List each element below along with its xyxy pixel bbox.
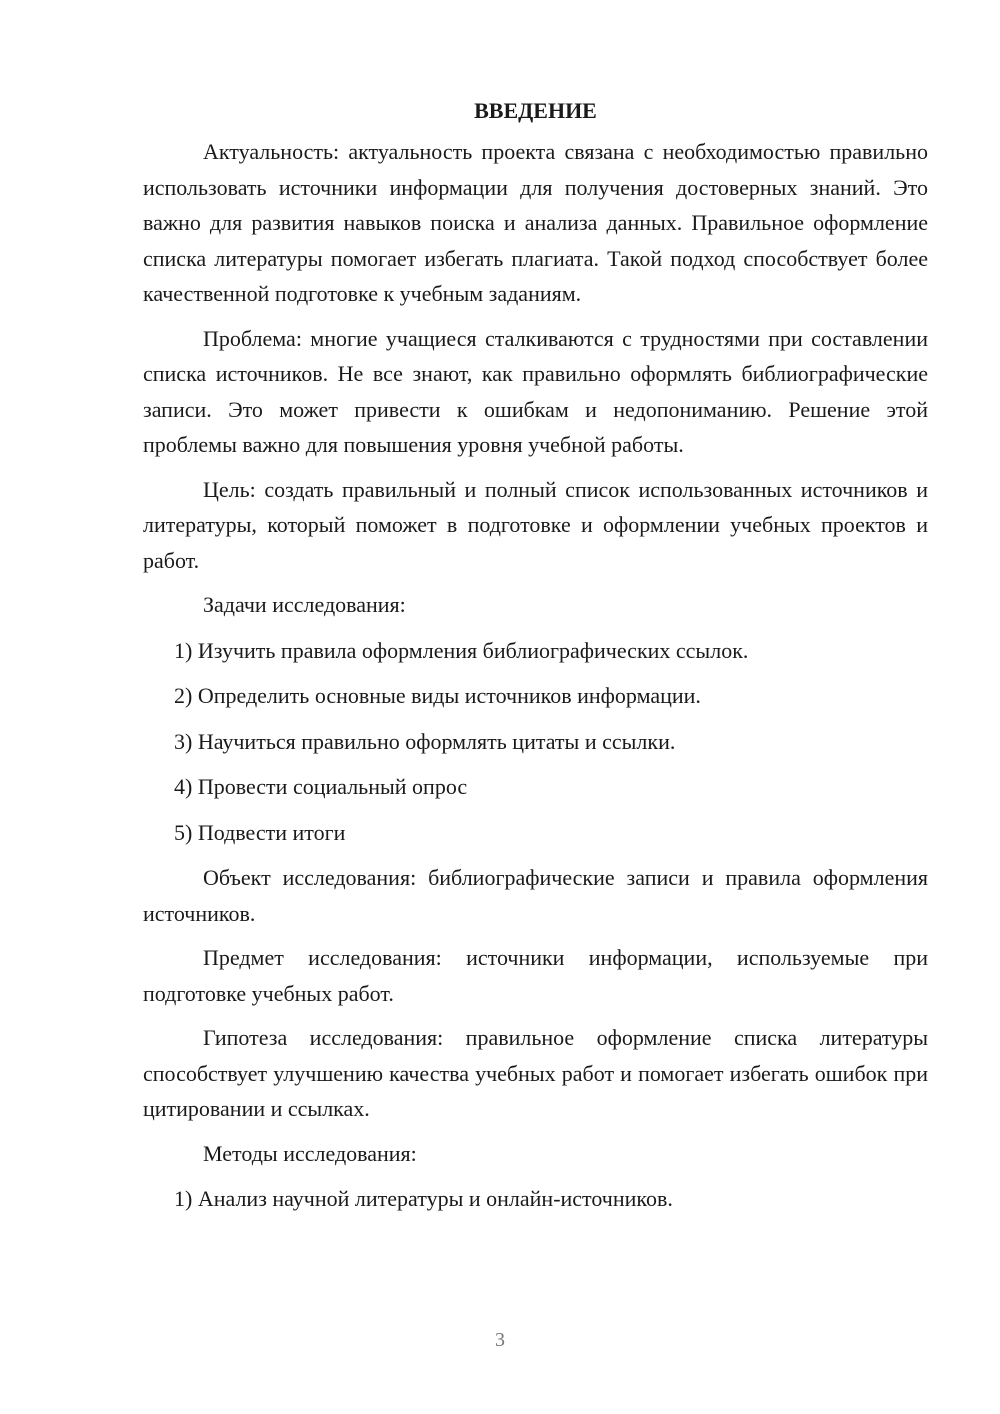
list-item: 3) Научиться правильно оформлять цитаты и ссылки. (174, 728, 676, 754)
list-item: 4) Провести социальный опрос (174, 774, 468, 799)
goal-paragraph: Цель: создать правильный и полный список использованных источников и литературы, который поможет в подготовке и оформлении учебных проектов и работ. (143, 476, 928, 573)
tasks-heading: Задачи исследования: (203, 592, 406, 617)
subject-paragraph: Предмет исследования: источники информации, используемые при подготовке учебных работ. (143, 945, 928, 1006)
relevance-paragraph: Актуальность: актуальность проекта связана с необходимостью правильно использовать источники информации для получения достоверных знаний. Это важно для развития навыков поиска и анализа данных. Правильное оформление списка литературы помогает избегать плагиата. Такой подход способствует более качественной подготовке к учебным заданиям. (143, 139, 928, 306)
tasks-list (143, 633, 928, 851)
object-paragraph: Объект исследования: библиографические записи и правила оформления источников. (143, 865, 928, 926)
list-item: 2) Определить основные виды источников информации. (174, 683, 701, 708)
list-item: 1) Анализ научной литературы и онлайн-источников. (174, 1186, 673, 1211)
methods-list (143, 1181, 928, 1217)
list-item: 1) Изучить правила оформления библиографических ссылок. (174, 637, 749, 663)
page-content (143, 96, 928, 1227)
page-number: 3 (495, 1329, 505, 1351)
section-title: ВВЕДЕНИЕ (474, 98, 597, 123)
list-item: 5) Подвести итоги (174, 819, 346, 845)
methods-heading: Методы исследования: (203, 1140, 417, 1166)
hypothesis-paragraph: Гипотеза исследования: правильное оформление списка литературы способствует улучшению качества учебных работ и помогает избегать ошибок при цитировании и ссылках. (143, 1025, 928, 1121)
problem-paragraph: Проблема: многие учащиеся сталкиваются с трудностями при составлении списка источников. Не все знают, как правильно оформлять библиографические записи. Это может привести к ошибкам и недопониманию. Решение этой проблемы важно для повышения уровня учебной работы. (143, 325, 928, 457)
